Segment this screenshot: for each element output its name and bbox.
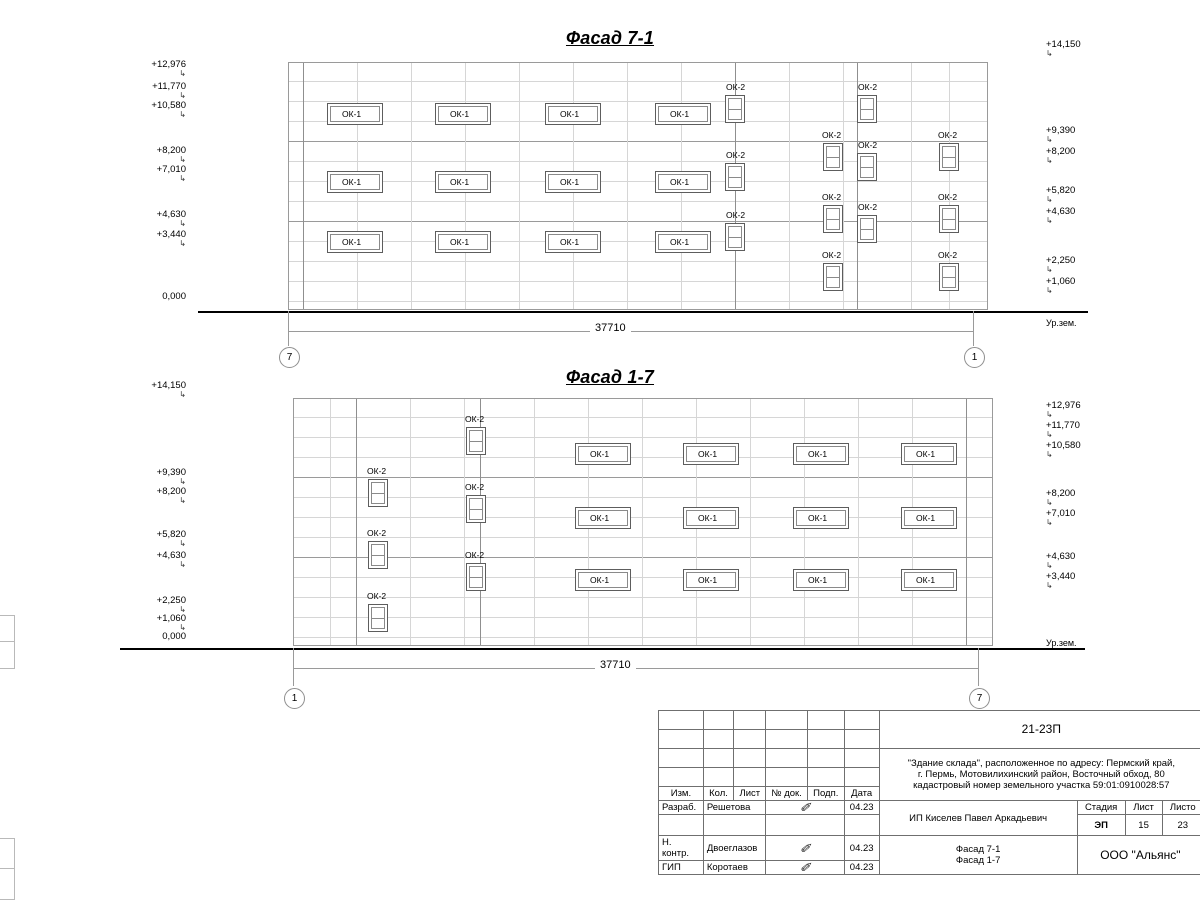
window-label: ОК-1 [590, 575, 610, 585]
window-ok1 [545, 103, 601, 125]
window-label: ОК-1 [590, 449, 610, 459]
window-label: ОК-1 [342, 177, 362, 187]
window-ok1 [901, 569, 957, 591]
elevation-mark: +14,150 ↳ [1046, 39, 1081, 58]
window-ok2 [465, 482, 486, 523]
window-label: ОК-2 [822, 130, 842, 140]
date-nkontr: 04.23 [844, 836, 879, 861]
window-label: ОК-1 [450, 177, 470, 187]
axis-marker: 7 [279, 347, 300, 368]
window-label: ОК-2 [938, 192, 958, 202]
elevation-mark: +1,060 ↳ [1046, 276, 1076, 295]
window-label: ОК-1 [670, 237, 690, 247]
window-label: ОК-2 [858, 82, 878, 92]
object-name [879, 749, 1200, 801]
window-label: ОК-2 [465, 550, 485, 560]
elevation-mark: +2,250 ↳ [1046, 255, 1076, 274]
axis-marker: 1 [964, 347, 985, 368]
column-header-izm: Изм. [659, 787, 704, 801]
window-label: ОК-1 [698, 513, 718, 523]
dimension-extension [293, 648, 294, 670]
window-ok2 [367, 528, 388, 569]
window-label: ОК-2 [465, 414, 485, 424]
elevation-mark: +12,976 ↳ [1046, 400, 1081, 419]
drawing-name [879, 836, 1077, 875]
facade-bottom-building [293, 398, 993, 646]
window-ok2 [725, 82, 746, 123]
elevation-mark: +3,440 ↳ [156, 229, 186, 248]
name-gip: Коротаев [703, 861, 766, 875]
window-label: ОК-1 [560, 237, 580, 247]
window-ok2 [857, 82, 878, 123]
window-label: ОК-1 [808, 575, 828, 585]
signature-nkontr: ✐ [766, 836, 844, 861]
window-ok1 [545, 231, 601, 253]
window-label: ОК-1 [916, 513, 936, 523]
facade-top-building [288, 62, 988, 310]
window-ok1 [655, 171, 711, 193]
window-ok1 [435, 231, 491, 253]
window-ok2 [367, 591, 388, 632]
signature-gip: ✐ [766, 861, 844, 875]
elevation-mark: +9,390 ↳ [1046, 125, 1076, 144]
column-header-kol: Кол. [703, 787, 733, 801]
ground-level-label: Ур.зем. [1046, 638, 1077, 648]
elevation-mark: +5,820 ↳ [156, 529, 186, 548]
axis-marker: 7 [969, 688, 990, 709]
window-ok1 [793, 569, 849, 591]
stage-value: ЭП [1077, 815, 1125, 836]
dimension-extension [978, 668, 979, 686]
signature-razrab: ✐ [766, 801, 844, 815]
elevation-mark: +10,580 ↳ [1046, 440, 1081, 459]
title-block [658, 710, 1200, 875]
sheet-header: Лист [1125, 801, 1162, 815]
window-label: ОК-2 [367, 466, 387, 476]
elevation-mark: +4,630 ↳ [1046, 206, 1076, 225]
window-ok2 [857, 140, 878, 181]
drawing-name-line2: Фасад 1-7 [955, 855, 1001, 866]
name-razrab: Решетова [703, 801, 766, 815]
window-label: ОК-1 [916, 575, 936, 585]
window-label: ОК-1 [450, 237, 470, 247]
dimension-extension [288, 331, 289, 346]
window-ok2 [465, 550, 486, 591]
window-label: ОК-1 [808, 449, 828, 459]
elevation-mark: +9,390 ↳ [156, 467, 186, 486]
window-label: ОК-2 [822, 250, 842, 260]
window-ok1 [683, 443, 739, 465]
window-label: ОК-2 [367, 528, 387, 538]
window-label: ОК-2 [858, 140, 878, 150]
dimension-extension [978, 648, 979, 670]
window-label: ОК-1 [670, 109, 690, 119]
window-ok2 [822, 192, 843, 233]
role-nkontr: Н. контр. [659, 836, 704, 861]
window-label: ОК-2 [938, 130, 958, 140]
window-ok1 [793, 507, 849, 529]
frame-mark [0, 615, 15, 643]
window-ok2 [822, 250, 843, 291]
elevation-mark: +11,770 ↳ [152, 81, 186, 100]
axis-marker: 1 [284, 688, 305, 709]
dimension-value: 37710 [595, 659, 636, 671]
frame-mark [0, 641, 15, 669]
window-ok2 [938, 130, 959, 171]
window-ok2 [938, 250, 959, 291]
object-name-line3: кадастровый номер земельного участка 59:01:0910028:57 [913, 780, 1170, 791]
elevation-mark: +11,770 ↳ [1046, 420, 1080, 439]
window-ok2 [367, 466, 388, 507]
elevation-mark: +1,060 ↳ [156, 613, 186, 632]
elevation-mark: +7,010 ↳ [156, 164, 186, 183]
frame-mark [0, 838, 15, 870]
column-header-doc: № док. [766, 787, 807, 801]
window-label: ОК-2 [726, 210, 746, 220]
column-header-data: Дата [844, 787, 879, 801]
name-nkontr: Двоеглазов [703, 836, 766, 861]
role-gip: ГИП [659, 861, 704, 875]
window-label: ОК-2 [367, 591, 387, 601]
project-code: 21-23П [879, 711, 1200, 749]
role-razrab: Разраб. [659, 801, 704, 815]
date-gip: 04.23 [844, 861, 879, 875]
window-label: ОК-1 [670, 177, 690, 187]
facade-top-title: Фасад 7-1 [565, 28, 655, 48]
elevation-mark: +10,580 ↳ [151, 100, 186, 119]
window-ok2 [938, 192, 959, 233]
elevation-mark: +3,440 ↳ [1046, 571, 1076, 590]
company-name: ООО "Альянс" [1077, 836, 1200, 875]
elevation-mark: +14,150 ↳ [151, 380, 186, 399]
elevation-mark: +4,630 ↳ [1046, 551, 1076, 570]
sheets-value: 23 [1162, 815, 1200, 836]
date-razrab: 04.23 [844, 801, 879, 815]
window-ok2 [822, 130, 843, 171]
sheet-value: 15 [1125, 815, 1162, 836]
dimension-extension [293, 668, 294, 686]
facade-bottom-title: Фасад 1-7 [565, 367, 655, 387]
window-ok1 [545, 171, 601, 193]
window-label: ОК-1 [698, 449, 718, 459]
stage-header: Стадия [1077, 801, 1125, 815]
window-label: ОК-1 [698, 575, 718, 585]
window-label: ОК-2 [938, 250, 958, 260]
window-ok1 [655, 231, 711, 253]
elevation-mark: +12,976 ↳ [151, 59, 186, 78]
window-ok1 [683, 507, 739, 529]
window-ok2 [857, 202, 878, 243]
elevation-mark: +8,200 ↳ [1046, 488, 1076, 507]
elevation-mark: +8,200 ↳ [156, 145, 186, 164]
elevation-mark: 0,000 [162, 291, 186, 302]
elevation-mark: +7,010 ↳ [1046, 508, 1076, 527]
window-ok1 [435, 103, 491, 125]
sheets-header: Листо [1162, 801, 1200, 815]
window-ok1 [901, 443, 957, 465]
frame-mark [0, 868, 15, 900]
window-ok2 [725, 150, 746, 191]
window-ok2 [465, 414, 486, 455]
window-ok1 [435, 171, 491, 193]
window-label: ОК-2 [726, 82, 746, 92]
window-label: ОК-2 [858, 202, 878, 212]
object-name-line2: г. Пермь, Мотовилихинский район, Восточный обход, 80 [917, 769, 1165, 780]
drawing-name-line1: Фасад 7-1 [955, 844, 1001, 855]
window-label: ОК-2 [726, 150, 746, 160]
elevation-mark: +4,630 ↳ [156, 550, 186, 569]
window-ok2 [725, 210, 746, 251]
elevation-mark: +8,200 ↳ [1046, 146, 1076, 165]
window-ok1 [655, 103, 711, 125]
window-label: ОК-1 [808, 513, 828, 523]
column-header-list: Лист [734, 787, 766, 801]
elevation-mark: +4,630 ↳ [156, 209, 186, 228]
ground-level-label: Ур.зем. [1046, 318, 1077, 328]
window-label: ОК-2 [465, 482, 485, 492]
ground-line [120, 648, 1085, 650]
window-label: ОК-1 [342, 237, 362, 247]
dimension-extension [973, 331, 974, 346]
window-ok1 [575, 569, 631, 591]
elevation-mark: +8,200 ↳ [156, 486, 186, 505]
elevation-mark: +2,250 ↳ [156, 595, 186, 614]
dimension-value: 37710 [590, 322, 631, 334]
window-label: ОК-1 [342, 109, 362, 119]
window-ok1 [683, 569, 739, 591]
window-label: ОК-1 [560, 109, 580, 119]
window-ok1 [901, 507, 957, 529]
window-label: ОК-1 [450, 109, 470, 119]
ground-line [198, 311, 1088, 313]
object-name-line1: "Здание склада", расположенное по адресу: Пермский край, [907, 758, 1176, 769]
window-label: ОК-1 [916, 449, 936, 459]
window-ok1 [575, 443, 631, 465]
window-ok1 [327, 231, 383, 253]
window-label: ОК-2 [822, 192, 842, 202]
window-label: ОК-1 [590, 513, 610, 523]
window-label: ОК-1 [560, 177, 580, 187]
window-ok1 [327, 171, 383, 193]
window-ok1 [793, 443, 849, 465]
window-ok1 [575, 507, 631, 529]
elevation-mark: 0,000 [162, 631, 186, 642]
customer-name: ИП Киселев Павел Аркадьевич [879, 801, 1077, 836]
window-ok1 [327, 103, 383, 125]
column-header-podp: Подп. [807, 787, 844, 801]
elevation-mark: +5,820 ↳ [1046, 185, 1076, 204]
